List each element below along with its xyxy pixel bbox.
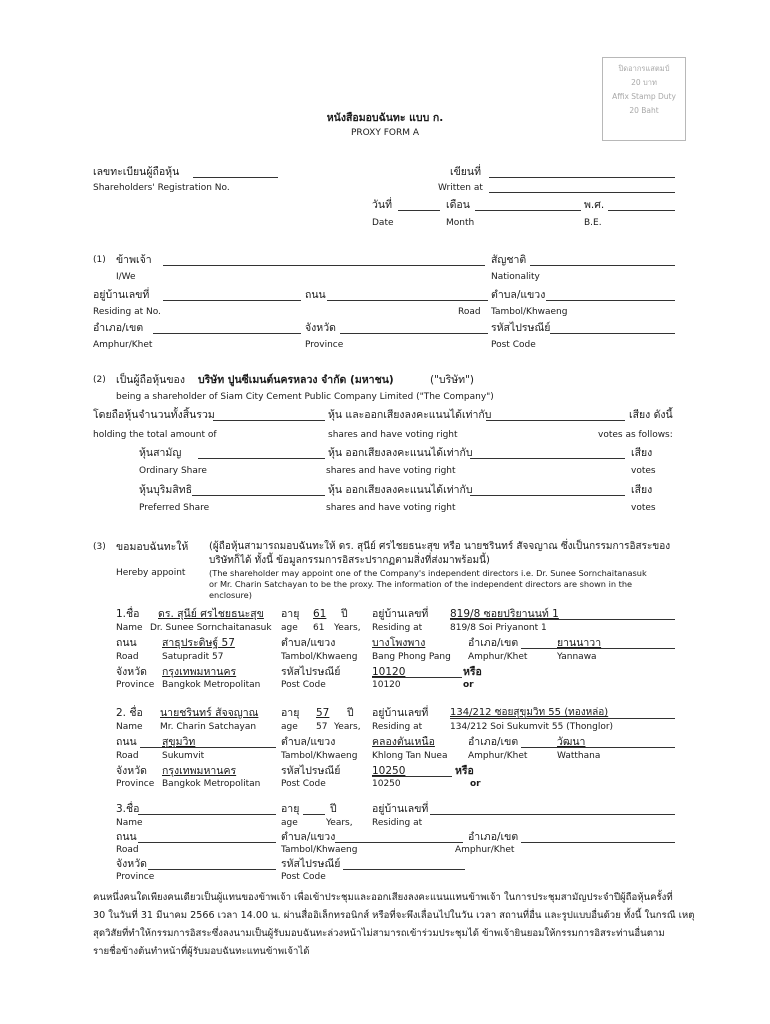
proxy1-post-label-th: รหัสไปรษณีย์ — [281, 666, 341, 678]
footer-line2: 30 ในวันที่ 31 มีนาคม 2566 เวลา 14.00 น. ผ่านสื่ออิเล็กทรอนิกส์ หรือที่จะพึงเลื่อนไปในวัน เวลา สถานที่อื่น และรูปแบบอื่นด้วย ทั้งนี้ ในกรณี เหตุ — [93, 910, 695, 921]
proxy1-prov-label-en: Province — [116, 680, 155, 690]
province-field[interactable] — [340, 333, 488, 334]
proxy3-amphur-label-en: Amphur/Khet — [455, 845, 515, 855]
residing-label-en: Residing at No. — [93, 307, 161, 317]
proxy2-post-en: 10250 — [372, 779, 401, 789]
total-vote-label-en: shares and have voting right — [328, 430, 458, 440]
proxy2-prov-th: กรุงเทพมหานคร — [162, 765, 237, 777]
proxy3-res-field[interactable] — [430, 814, 675, 815]
preferred-votes-field[interactable] — [470, 495, 625, 496]
tambol-label-th: ตำบล/แขวง — [491, 289, 546, 301]
proxy2-road-line — [140, 747, 276, 748]
amphur-label-th: อำเภอ/เขต — [93, 322, 144, 334]
proxy2-road-th: สุขุมวิท — [162, 736, 196, 748]
proxy3-age-label-en: age — [281, 818, 298, 828]
form-title-th: หนังสือมอบฉันทะ แบบ ก. — [326, 112, 444, 124]
road-field[interactable] — [327, 300, 488, 301]
proxy3-res-label-en: Residing at — [372, 818, 423, 828]
proxy1-res-line — [450, 619, 675, 620]
ordinary-votes-unit-th: เสียง — [631, 447, 653, 459]
proxy2-tambol-en: Khlong Tan Nuea — [372, 751, 448, 761]
stamp-line1: ปิดอากรแสตมป์ — [618, 64, 670, 73]
stamp-line2: 20 บาท — [631, 78, 657, 87]
proxy1-tambol-label-en: Tambol/Khwaeng — [281, 652, 358, 662]
proxy1-prov-th: กรุงเทพมหานคร — [162, 666, 237, 678]
tambol-field[interactable] — [546, 300, 675, 301]
proxy2-post-th: 10250 — [372, 765, 406, 777]
footer-line4: รายชื่อข้างต้นทำหน้าที่ผู้รับมอบฉันทะแทนข้าพเจ้าได้ — [93, 946, 310, 957]
company-abbrev-th: ("บริษัท") — [430, 374, 474, 386]
appoint-label-en: Hereby appoint — [116, 568, 186, 578]
section1-number: (1) — [93, 255, 106, 265]
proxy1-amphur-label-en: Amphur/Khet — [468, 652, 528, 662]
proxy1-age-label-en: age — [281, 623, 298, 633]
proxy3-tambol-label-th: ตำบล/แขวง — [281, 831, 336, 843]
reg-label-th: เลขทะเบียนผู้ถือหุ้น — [93, 166, 180, 178]
proxy1-age-en: 61 — [313, 623, 325, 633]
proxy2-amphur-label-en: Amphur/Khet — [468, 751, 528, 761]
footer-line1: คนหนึ่งคนใดเพียงคนเดียวเป็นผู้แทนของข้าพเจ้า เพื่อเข้าประชุมและออกเสียงลงคะแนนแทนข้าพเจ้า ในการประชุมสามัญประจำปีผู้ถือหุ้นครั้งที่ — [93, 892, 673, 903]
proxy2-tambol-th: คลองตันเหนือ — [372, 736, 435, 748]
preferred-vote-label-th: หุ้น ออกเสียงลงคะแนนได้เท่ากับ — [328, 484, 473, 496]
road-label-th: ถนน — [305, 289, 326, 301]
proxy3-name-field[interactable] — [138, 814, 276, 815]
proxy3-year-th: ปี — [330, 803, 337, 815]
votes-as-label-en: votes as follows: — [598, 430, 673, 440]
stamp-line4: 20 Baht — [629, 106, 659, 115]
proxy1-prov-en: Bangkok Metropolitan — [162, 680, 261, 690]
proxy1-road-label-th: ถนน — [116, 637, 137, 649]
province-label-th: จังหวัด — [305, 322, 336, 334]
preferred-votes-unit-th: เสียง — [631, 484, 653, 496]
proxy3-res-label-th: อยู่บ้านเลขที่ — [372, 803, 429, 815]
iwe-label-th: ข้าพเจ้า — [116, 254, 152, 266]
proxy1-road-en: Satupradit 57 — [162, 652, 224, 662]
form-title-en: PROXY FORM A — [350, 128, 419, 138]
month-field[interactable] — [475, 210, 581, 211]
proxy1-post-en: 10120 — [372, 680, 401, 690]
preferred-votes-unit-en: votes — [631, 503, 656, 513]
date-field[interactable] — [398, 210, 440, 211]
proxy2-or-en: or — [470, 779, 481, 789]
proxy1-amphur-label-th: อำเภอ/เขต — [468, 637, 519, 649]
proxy3-prov-field[interactable] — [148, 869, 276, 870]
proxy3-name-label-th: 3.ชื่อ — [116, 803, 140, 815]
proxy3-age-label-th: อายุ — [281, 803, 300, 815]
proxy3-post-label-th: รหัสไปรษณีย์ — [281, 858, 341, 870]
proxy2-age-th: 57 — [316, 707, 330, 719]
votes-as-label-th: เสียง ดังนี้ — [629, 409, 673, 421]
proxy2-age-en: 57 — [316, 722, 328, 732]
proxy2-res-label-th: อยู่บ้านเลขที่ — [372, 707, 429, 719]
proxy1-res-label-en: Residing at — [372, 623, 423, 633]
proxy1-res-th: 819/8 ซอยปริยานนท์ 1 — [450, 608, 559, 620]
proxy2-post-label-th: รหัสไปรษณีย์ — [281, 765, 341, 777]
proxy2-res-th: 134/212 ซอยสุขุมวิท 55 (ทองหล่อ) — [450, 707, 609, 718]
proxy1-amphur-en: Yannawa — [557, 652, 597, 662]
proxy1-name-en: Dr. Sunee Sornchaitanasuk — [150, 623, 272, 633]
proxy1-res-en: 819/8 Soi Priyanont 1 — [450, 623, 547, 633]
appoint-desc-en-2: or Mr. Charin Satchayan to be the proxy. The information of the independent directors are shown in the — [209, 579, 633, 589]
proxy3-tambol-label-en: Tambol/Khwaeng — [281, 845, 358, 855]
shareholder-of-th: เป็นผู้ถือหุ้นของ — [116, 374, 185, 386]
proxy2-post-line — [372, 776, 452, 777]
proxy1-res-label-th: อยู่บ้านเลขที่ — [372, 608, 429, 620]
proxy3-name-label-en: Name — [116, 818, 143, 828]
amphur-field[interactable] — [153, 333, 301, 334]
appoint-desc-en-3: enclosure) — [209, 590, 252, 600]
proxy2-name-th: นายชรินทร์ สัจจญาณ — [160, 707, 259, 719]
appoint-label-th: ขอมอบฉันทะให้ — [116, 541, 189, 553]
proxy1-name-label-en: Name — [116, 623, 143, 633]
proxy2-year-th: ปี — [347, 707, 354, 719]
ordinary-label-en: Ordinary Share — [139, 466, 207, 476]
residing-label-th: อยู่บ้านเลขที่ — [93, 289, 150, 301]
proxy2-years-en: Years, — [334, 722, 361, 732]
total-vote-label-th: หุ้น และออกเสียงลงคะแนนได้เท่ากับ — [328, 409, 492, 421]
reg-field[interactable] — [193, 177, 278, 178]
ordinary-vote-label-th: หุ้น ออกเสียงลงคะแนนได้เท่ากับ — [328, 447, 473, 459]
proxy2-amphur-label-th: อำเภอ/เขต — [468, 736, 519, 748]
proxy1-amphur-th: ยานนาวา — [557, 637, 602, 649]
road-label-en: Road — [458, 307, 481, 317]
proxy1-age-th: 61 — [313, 608, 327, 620]
proxy2-name-label-en: Name — [116, 722, 143, 732]
preferred-vote-label-en: shares and have voting right — [326, 503, 456, 513]
proxy3-road-label-th: ถนน — [116, 831, 137, 843]
tambol-label-en: Tambol/Khwaeng — [491, 307, 568, 317]
ordinary-votes-field[interactable] — [470, 458, 625, 459]
proxy1-or-th: หรือ — [463, 666, 482, 678]
proxy2-age-label-th: อายุ — [281, 707, 300, 719]
proxy2-amphur-line — [521, 747, 675, 748]
proxy2-road-label-th: ถนน — [116, 736, 137, 748]
preferred-shares-field[interactable] — [192, 495, 325, 496]
reg-label-en: Shareholders' Registration No. — [93, 183, 230, 193]
proxy2-post-label-en: Post Code — [281, 779, 326, 789]
written-label-th: เขียนที่ — [450, 166, 482, 178]
date-label-en: Date — [372, 218, 394, 228]
proxy1-post-line — [372, 677, 462, 678]
proxy1-tambol-th: บางโพงพาง — [372, 637, 426, 649]
amphur-label-en: Amphur/Khet — [93, 340, 153, 350]
footer-line3: สุดวิสัยที่ทำให้กรรมการอิสระซึ่งลงนามเป็นผู้รับมอบฉันทะล่วงหน้าไม่สามารถเข้าร่วมประชุมได้ ข้าพเจ้ายินยอมให้กรรมการอิสระท่านอื่นตาม — [93, 928, 665, 939]
preferred-label-th: หุ้นบุริมสิทธิ — [139, 484, 193, 496]
iwe-label-en: I/We — [116, 272, 136, 282]
proxy3-prov-label-en: Province — [116, 872, 155, 882]
proxy1-road-th: สาธุประดิษฐ์ 57 — [162, 637, 235, 649]
proxy2-prov-label-en: Province — [116, 779, 155, 789]
ordinary-votes-unit-en: votes — [631, 466, 656, 476]
proxy2-name-en: Mr. Charin Satchayan — [160, 722, 257, 732]
proxy2-res-label-en: Residing at — [372, 722, 423, 732]
appoint-desc-en-1: (The shareholder may appoint one of the Company's independent directors i.e. Dr. Sunee Sornchaitanasuk — [209, 568, 647, 578]
proxy2-prov-en: Bangkok Metropolitan — [162, 779, 261, 789]
postcode-label-en: Post Code — [491, 340, 536, 350]
written-field-2[interactable] — [489, 192, 675, 193]
proxy2-res-en: 134/212 Soi Sukumvit 55 (Thonglor) — [450, 722, 614, 732]
proxy1-years-en: Years, — [334, 623, 361, 633]
proxy2-tambol-label-th: ตำบล/แขวง — [281, 736, 336, 748]
proxy1-prov-label-th: จังหวัด — [116, 666, 147, 678]
total-shares-field[interactable] — [213, 420, 325, 421]
proxy2-amphur-th: วัฒนา — [557, 736, 586, 748]
proxy1-name-th: ดร. สุนีย์ ศรไชยธนะสุข — [158, 608, 264, 620]
proxy1-age-label-th: อายุ — [281, 608, 300, 620]
proxy1-year-th: ปี — [341, 608, 348, 620]
written-label-en: Written at — [438, 183, 483, 193]
nationality-field[interactable] — [530, 265, 675, 266]
stamp-line3: Affix Stamp Duty — [612, 92, 676, 101]
shareholder-of-en: being a shareholder of Siam City Cement Public Company Limited ("The Company") — [116, 392, 494, 402]
total-label-en: holding the total amount of — [93, 430, 217, 440]
proxy2-road-label-en: Road — [116, 751, 139, 761]
total-votes-field[interactable] — [486, 420, 625, 421]
proxy3-road-field[interactable] — [138, 842, 276, 843]
ordinary-vote-label-en: shares and have voting right — [326, 466, 456, 476]
proxy3-amphur-field[interactable] — [521, 842, 675, 843]
proxy3-prov-label-th: จังหวัด — [116, 858, 147, 870]
preferred-label-en: Preferred Share — [139, 503, 210, 513]
postcode-field[interactable] — [550, 333, 675, 334]
proxy2-road-en: Sukumvit — [162, 751, 205, 761]
appoint-desc-th-2: บริษัทก็ได้ ทั้งนี้ ข้อมูลกรรมการอิสระปรากฏตามสิ่งที่ส่งมาพร้อมนี้) — [209, 555, 490, 566]
proxy1-post-th: 10120 — [372, 666, 406, 678]
proxy1-amphur-line — [521, 648, 675, 649]
province-label-en: Province — [305, 340, 344, 350]
proxy1-or-en: or — [463, 680, 474, 690]
proxy2-amphur-en: Watthana — [557, 751, 601, 761]
proxy3-years-en: Years, — [326, 818, 353, 828]
proxy1-road-label-en: Road — [116, 652, 139, 662]
proxy2-prov-label-th: จังหวัด — [116, 765, 147, 777]
section3-number: (3) — [93, 542, 106, 552]
proxy2-age-label-en: age — [281, 722, 298, 732]
iwe-field[interactable] — [163, 265, 485, 266]
year-field[interactable] — [608, 210, 675, 211]
nationality-label-th: สัญชาติ — [491, 254, 527, 266]
postcode-label-th: รหัสไปรษณีย์ — [491, 322, 551, 334]
proxy1-post-label-en: Post Code — [281, 680, 326, 690]
month-label-th: เดือน — [446, 199, 470, 211]
ordinary-label-th: หุ้นสามัญ — [139, 447, 182, 459]
proxy2-res-line — [450, 718, 675, 719]
proxy1-tambol-label-th: ตำบล/แขวง — [281, 637, 336, 649]
proxy1-tambol-en: Bang Phong Pang — [372, 652, 451, 662]
proxy3-age-field[interactable] — [303, 814, 325, 815]
written-field[interactable] — [489, 177, 675, 178]
nationality-label-en: Nationality — [491, 272, 540, 282]
proxy3-road-label-en: Road — [116, 845, 139, 855]
section2-number: (2) — [93, 375, 106, 385]
proxy3-amphur-label-th: อำเภอ/เขต — [468, 831, 519, 843]
date-label-th: วันที่ — [372, 199, 392, 211]
year-label-th: พ.ศ. — [584, 199, 605, 211]
proxy3-post-label-en: Post Code — [281, 872, 326, 882]
proxy3-post-field[interactable] — [343, 869, 465, 870]
proxy2-or-th: หรือ — [455, 765, 474, 777]
residing-field[interactable] — [163, 300, 301, 301]
proxy2-name-label-th: 2. ชื่อ — [116, 707, 143, 719]
company-name-th: บริษัท ปูนซีเมนต์นครหลวง จำกัด (มหาชน) — [198, 374, 394, 386]
total-label-th: โดยถือหุ้นจำนวนทั้งสิ้นรวม — [93, 409, 215, 421]
proxy1-name-label-th: 1.ชื่อ — [116, 608, 140, 620]
proxy3-tambol-field[interactable] — [335, 842, 463, 843]
proxy2-tambol-label-en: Tambol/Khwaeng — [281, 751, 358, 761]
ordinary-shares-field[interactable] — [198, 458, 325, 459]
appoint-desc-th-1: (ผู้ถือหุ้นสามารถมอบฉันทะให้ ดร. สุนีย์ ศรไชยธนะสุข หรือ นายชรินทร์ สัจจญาณ ซึ่งเป็นกรรมการอิสระของ — [209, 541, 671, 552]
month-label-en: Month — [446, 218, 475, 228]
year-label-en: B.E. — [584, 218, 602, 228]
